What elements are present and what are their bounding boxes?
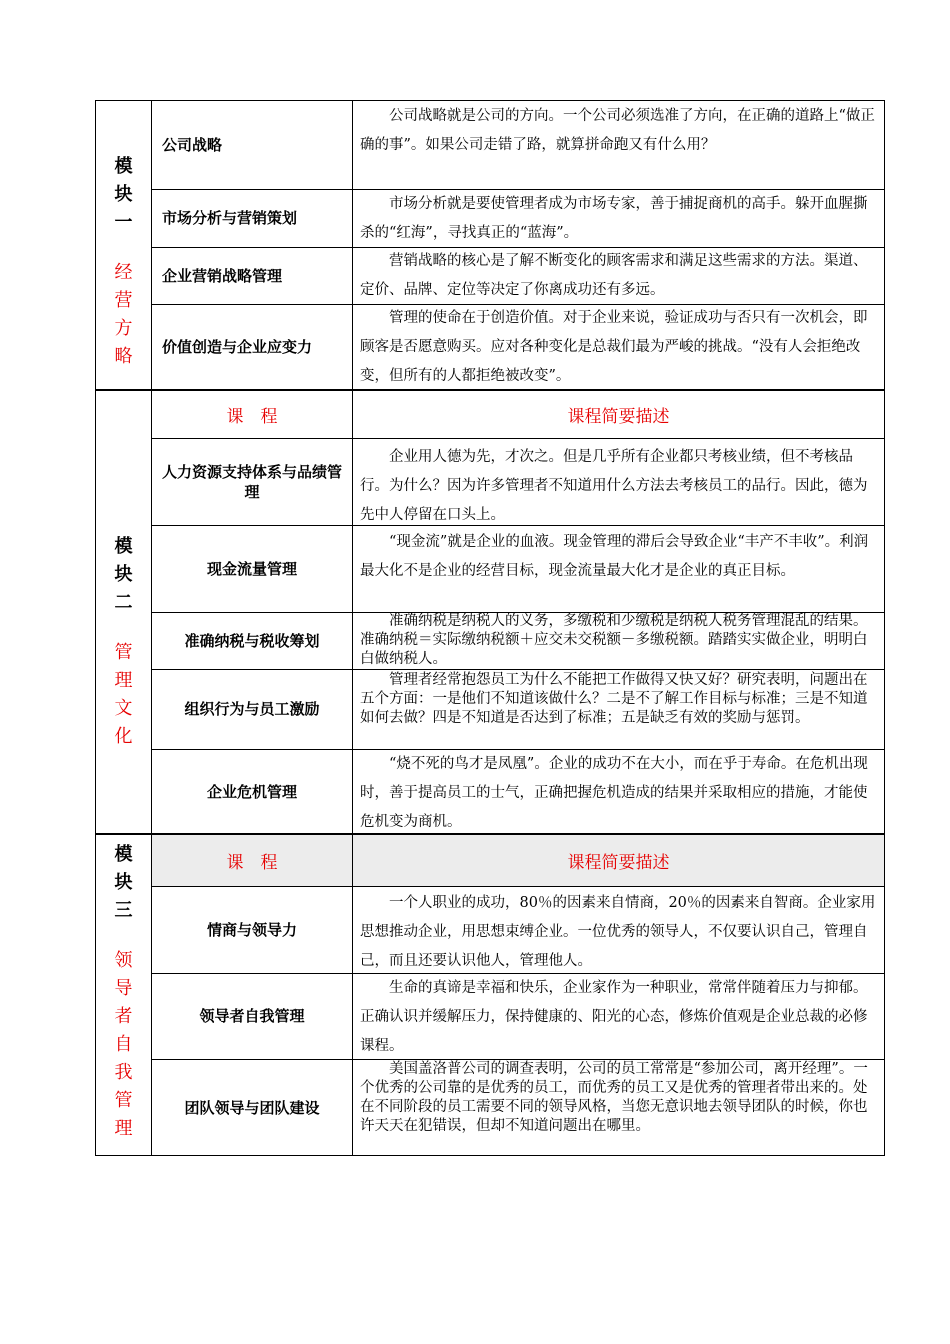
course-description: 管理的使命在于创造价值。对于企业来说，验证成功与否只有一次机会，即顾客是否愿意购买。应对各种变化是总裁们最为严峻的挑战。“没有人会拒绝改变，但所有的人都拒绝被改变”。 [360,310,868,384]
course-name: 现金流量管理 [206,559,297,578]
course-description: “烧不死的鸟才是凤凰”。企业的成功不在大小，而在乎于寿命。在危机出现时，善于提高员工的士气，正确把握危机造成的结果并采取相应的措施，才能使危机变为商机。 [360,756,868,830]
course-description: 准确纳税是纳税人的义务，多缴税和少缴税是纳税人税务管理混乱的结果。准确纳税＝实际缴纳税额＋应交未交税额－多缴税额。踏踏实实做企业，明明白白做纳税人。 [360,613,868,667]
course-description: 市场分析就是要使管理者成为市场专家，善于捕捉商机的高手。躲开血腥撕杀的“红海”，寻找真正的“蓝海”。 [360,196,868,241]
module-2-label: 模 块 二 管 理 文 化 [114,536,133,747]
module-1-label: 模 块 一 经 营 方 略 [114,156,133,367]
column-header-course: 课 程 [226,407,278,427]
course-name: 企业营销战略管理 [162,266,283,285]
course-name: 团队领导与团队建设 [184,1099,320,1117]
course-name: 企业危机管理 [206,783,297,801]
course-name: 领导者自我管理 [199,1007,305,1025]
course-description: 公司战略就是公司的方向。一个公司必须选准了方向，在正确的道路上“做正确的事”。如果公司走错了路，就算拼命跑又有什么用？ [360,108,875,153]
course-description: 营销战略的核心是了解不断变化的顾客需求和满足这些需求的方法。渠道、定价、品牌、定位等决定了你离成功还有多远。 [360,253,868,298]
course-name: 准确纳税与税收筹划 [184,631,320,650]
course-name: 市场分析与营销策划 [162,209,298,227]
course-name: 情商与领导力 [206,920,297,939]
course-name: 人力资源支持体系与品绩管理 [162,462,343,501]
course-description: “现金流”就是企业的血液。现金管理的滞后会导致企业“丰产不丰收”。利润最大化不是企业的经营目标，现金流量最大化才是企业的真正目标。 [360,534,869,579]
course-description: 一个人职业的成功，80％的因素来自情商，20％的因素来自智商。企业家用思想推动企业，用思想束缚企业。一位优秀的领导人，不仅要认识自己，管理自己，而且还要认识他人，管理他人。 [360,895,876,969]
course-name: 价值创造与企业应变力 [162,338,313,356]
module-3-label: 模 块 三 领 导 者 自 我 管 理 [114,844,133,1139]
course-description: 生命的真谛是幸福和快乐，企业家作为一种职业，常常伴随着压力与抑郁。正确认识并缓解压力，保持健康的、阳光的心态，修炼价值观是企业总裁的必修课程。 [360,980,868,1054]
course-name: 组织行为与员工激励 [184,700,320,718]
module-3-table [95,834,885,1156]
column-header-course: 课 程 [226,853,278,873]
column-header-description: 课程简要描述 [567,853,670,873]
course-name: 公司战略 [162,136,223,154]
module-1-table [95,100,885,390]
course-description: 美国盖洛普公司的调查表明，公司的员工常常是“参加公司，离开经理”。一个优秀的公司靠的是优秀的员工，而优秀的员工又是优秀的管理者带出来的。处在不同阶段的员工需要不同的领导风格，当您无意识地去领导团队的时候，你也许天天在犯错误，但却不知道问题出在哪里。 [360,1061,868,1134]
course-description: 企业用人德为先，才次之。但是几乎所有企业都只考核业绩，但不考核品行。为什么？因为许多管理者不知道用什么方法去考核员工的品行。因此，德为先中人停留在口头上。 [360,449,868,523]
module-2-table [95,390,885,834]
course-description: 管理者经常抱怨员工为什么不能把工作做得又快又好？研究表明，问题出在五个方面：一是他们不知道该做什么？二是不了解工作目标与标准；三是不知道如何去做？四是不知道是否达到了标准；五是缺乏有效的奖励与惩罚。 [360,672,868,726]
column-header-description: 课程简要描述 [567,407,670,427]
